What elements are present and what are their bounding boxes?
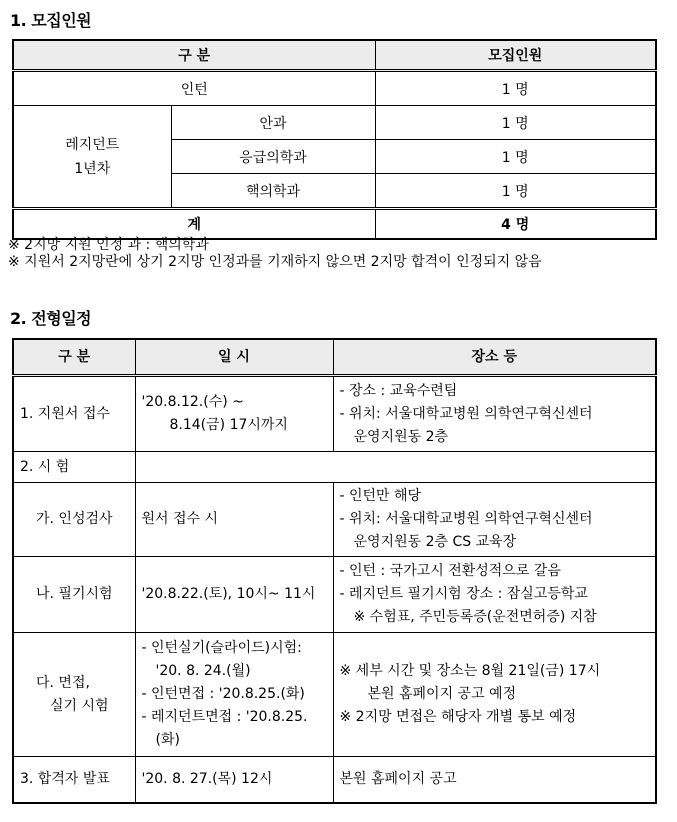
- place-line: - 위치: 서울대학교병원 의학연구혁신센터: [339, 511, 593, 527]
- label-line: 실기 시험: [50, 697, 109, 714]
- place-line: - 레지던트 필기시험 장소 : 잠실고등학교: [339, 586, 588, 602]
- place-line: 운영지원동 2층: [353, 428, 449, 445]
- row-place: [333, 483, 656, 557]
- place-line: - 인턴 : 국가고시 전환성적으로 갈음: [339, 563, 561, 579]
- row-label: 2. 시 험: [13, 452, 135, 483]
- table-row: [13, 106, 656, 140]
- row-date: '20. 8. 27.(목) 12시: [135, 757, 333, 803]
- resident-label: 레지던트: [65, 136, 120, 153]
- table-row: [13, 376, 656, 452]
- row-intern: 인턴: [13, 71, 375, 106]
- date-line: - 레지던트면접 : '20.8.25.: [141, 709, 308, 725]
- row-empty: [135, 452, 656, 483]
- notes: [8, 237, 542, 271]
- place-line: 본원 홈페이지 공고 예정: [367, 686, 517, 702]
- place-line: ※ 2지망 면접은 해당자 개별 통보 예정: [339, 709, 577, 725]
- row-dept: 응급의학과: [171, 140, 375, 174]
- place-line: ※ 수험표, 주민등록증(운전면허증) 지참: [353, 609, 597, 625]
- row-label: 3. 합격자 발표: [13, 757, 135, 803]
- header-category: 구 분: [13, 339, 135, 376]
- place-line: ※ 세부 시간 및 장소는 8월 21일(금) 17시: [339, 663, 601, 679]
- place-line: 운영지원동 2층 CS 교육장: [353, 534, 517, 550]
- schedule-table: [12, 338, 657, 804]
- place-line: - 위치: 서울대학교병원 의학연구혁신센터: [339, 405, 593, 422]
- total-label: 계: [13, 209, 375, 240]
- table-header-row: [13, 339, 656, 376]
- table-row: [13, 557, 656, 633]
- row-count: 1 명: [375, 140, 656, 174]
- row-count: 1 명: [375, 71, 656, 106]
- place-line: - 인턴만 해당: [339, 488, 422, 504]
- table-row: [13, 483, 656, 557]
- row-label: 가. 인성검사: [13, 483, 135, 557]
- row-place: 본원 홈페이지 공고: [333, 757, 656, 803]
- date-line: - 인턴면접 : '20.8.25.(화): [141, 686, 305, 702]
- table-row: [13, 452, 656, 483]
- note-2: ※ 지원서 2지망란에 상기 2지망 인정과를 기재하지 않으면 2지망 합격이 인정되지 않음: [8, 254, 542, 270]
- note-1: ※ 2지망 지원 인정 과 : 핵의학과: [8, 237, 209, 253]
- row-date: [135, 376, 333, 452]
- date-line: - 인턴실기(슬라이드)시험:: [141, 640, 302, 656]
- date-line: 8.14(금) 17시까지: [169, 417, 288, 433]
- date-line: '20. 8. 24.(월): [155, 663, 251, 679]
- table-row: [13, 633, 656, 757]
- row-count: 1 명: [375, 174, 656, 209]
- row-place: [333, 557, 656, 633]
- row-label: [13, 633, 135, 757]
- section2-title: 2. 전형일정: [10, 309, 92, 328]
- place-line: - 장소 : 교육수련팀: [339, 382, 458, 399]
- label-line: 다. 면접,: [36, 674, 90, 691]
- row-resident: [13, 106, 171, 209]
- row-dept: 안과: [171, 106, 375, 140]
- row-date: '20.8.22.(토), 10시~ 11시: [135, 557, 333, 633]
- header-category: 구 분: [13, 40, 375, 71]
- total-count: 4 명: [375, 209, 656, 240]
- table-row: [13, 757, 656, 803]
- header-count: 모집인원: [375, 40, 656, 71]
- table-row: [13, 71, 656, 106]
- row-date: 원서 접수 시: [135, 483, 333, 557]
- header-place: 장소 등: [333, 339, 656, 376]
- date-line: (화): [155, 732, 180, 748]
- header-datetime: 일 시: [135, 339, 333, 376]
- row-count: 1 명: [375, 106, 656, 140]
- row-label: 나. 필기시험: [13, 557, 135, 633]
- row-date: [135, 633, 333, 757]
- date-line: '20.8.12.(수) ~: [141, 394, 244, 410]
- table-header-row: [13, 40, 656, 71]
- recruitment-table: [12, 39, 657, 240]
- row-dept: 핵의학과: [171, 174, 375, 209]
- total-row: [13, 209, 656, 240]
- section1-title: 1. 모집인원: [10, 11, 92, 30]
- resident-year: 1년차: [74, 160, 111, 177]
- row-label: 1. 지원서 접수: [13, 376, 135, 452]
- row-place: [333, 633, 656, 757]
- row-place: [333, 376, 656, 452]
